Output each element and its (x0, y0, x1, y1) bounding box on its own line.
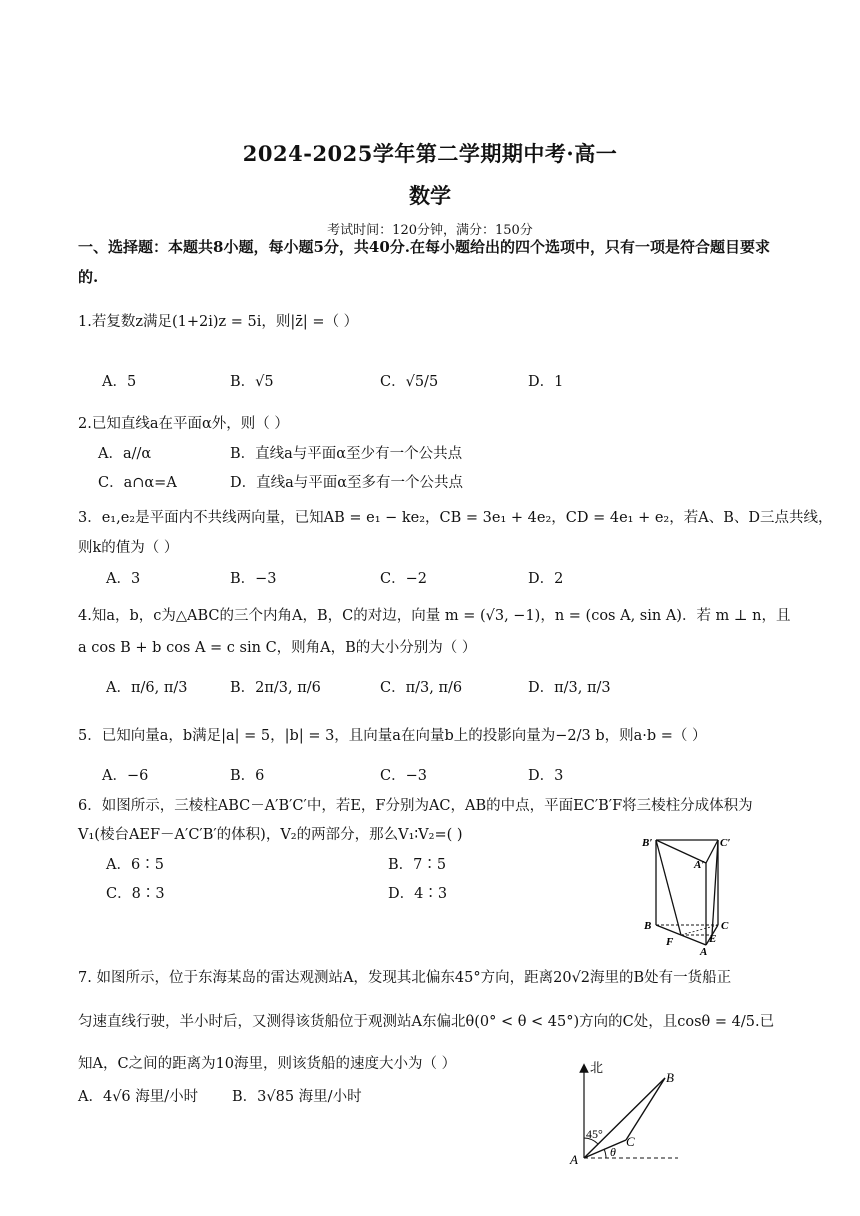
q2-option-a: A．a//α (98, 446, 152, 462)
prism-label-a-prime: A′ (694, 859, 705, 871)
q4-option-c: C．π/3, π/6 (380, 680, 463, 696)
question-7-stem-line3: 知A，C之间的距离为10海里，则该货船的速度大小为（ ） (78, 1056, 457, 1072)
q1-option-c: C．√5/5 (380, 374, 439, 390)
prism-label-a: A (700, 946, 708, 956)
prism-label-f: F (666, 936, 674, 948)
question-4-stem-line2: a cos B + b cos A = c sin C，则角A，B的大小分别为（ ） (78, 640, 477, 656)
q2-option-c: C．a∩α=A (98, 475, 177, 491)
q5-option-c: C．−3 (380, 768, 427, 784)
q4-option-d: D．π/3, π/3 (528, 680, 611, 696)
question-4-stem-line1: 4.知a，b，c为△ABC的三个内角A，B，C的对边，向量 m = (√3, −1)，n = (cos A, sin A)．若 m ⊥ n，且 (78, 608, 791, 624)
q5-option-a: A．−6 (102, 768, 149, 784)
question-6-stem-line2: V₁(棱台AEF－A′C′B′的体积)，V₂的两部分，那么V₁∶V₂=( ) (78, 827, 463, 843)
q3-option-c: C．−2 (380, 571, 427, 587)
q6-option-a: A．6∶5 (106, 857, 164, 873)
prism-figure (636, 830, 740, 956)
question-1-stem: 1.若复数z满足(1+2i)z = 5i，则|z̄| =（ ） (78, 314, 359, 330)
q1-option-b: B．√5 (230, 374, 274, 390)
prism-label-b-prime: B′ (642, 837, 653, 849)
question-7-stem-line1: 7. 如图所示，位于东海某岛的雷达观测站A，发现其北偏东45°方向，距离20√2海里的B处有一货船正 (78, 970, 732, 986)
q5-option-b: B．6 (230, 768, 265, 784)
q1-option-d: D．1 (528, 374, 564, 390)
bearing-label-45: 45° (586, 1127, 603, 1141)
q4-option-a: A．π/6, π/3 (106, 680, 188, 696)
q7-option-a: A．4√6 海里/小时 (78, 1089, 199, 1105)
q5-option-d: D．3 (528, 768, 564, 784)
q3-option-a: A．3 (106, 571, 141, 587)
q1-option-a: A．5 (102, 374, 137, 390)
bearing-figure (560, 1056, 688, 1180)
q3-option-d: D．2 (528, 571, 564, 587)
q3-option-b: B．−3 (230, 571, 277, 587)
bearing-label-a: A (570, 1152, 578, 1167)
q4-option-b: B．2π/3, π/6 (230, 680, 321, 696)
question-2-stem: 2.已知直线a在平面α外，则（ ） (78, 416, 289, 432)
q6-option-d: D．4∶3 (388, 886, 448, 902)
question-3-stem-line2: 则k的值为（ ） (78, 540, 179, 556)
prism-label-c-prime: C′ (720, 837, 731, 849)
bearing-label-north: 北 (590, 1060, 604, 1075)
exam-title: 2024-2025学年第二学期期中考·高一 (242, 141, 618, 166)
question-5-stem: 5．已知向量a，b满足|a| = 5，|b| = 3，且向量a在向量b上的投影向量为−2/3 b，则a·b =（ ） (78, 728, 707, 744)
q2-option-b: B．直线a与平面α至少有一个公共点 (230, 446, 463, 462)
section-heading: 一、选择题：本题共8小题，每小题5分，共40分.在每小题给出的四个选项中，只有一项是符合题目要求的. (78, 238, 770, 286)
question-7-stem-line2: 匀速直线行驶，半小时后，又测得该货船位于观测站A东偏北θ(0° < θ < 45°)方向的C处，且cosθ = 4/5.已 (78, 1014, 775, 1030)
prism-label-c: C (721, 920, 729, 932)
question-3-stem-line1: 3．e₁,e₂是平面内不共线两向量，已知AB = e₁ − ke₂，CB = 3e₁ + 4e₂，CD = 4e₁ + e₂，若A、B、D三点共线， (78, 510, 833, 526)
bearing-label-theta: θ (610, 1145, 616, 1159)
exam-info: 考试时间：120分钟，满分：150分 (327, 223, 533, 238)
q6-option-b: B．7∶5 (388, 857, 447, 873)
subject-title: 数学 (409, 183, 451, 208)
q2-option-d: D．直线a与平面α至多有一个公共点 (230, 475, 464, 491)
prism-label-b: B (644, 920, 652, 932)
question-6-stem-line1: 6．如图所示，三棱柱ABC－A′B′C′中，若E，F分别为AC，AB的中点，平面EC′B′F将三棱柱分成体积为 (78, 798, 753, 814)
bearing-label-c: C (626, 1134, 635, 1149)
bearing-label-b: B (666, 1070, 674, 1085)
q6-option-c: C．8∶3 (106, 886, 165, 902)
q7-option-b: B．3√85 海里/小时 (232, 1089, 362, 1105)
prism-label-e: E (709, 933, 717, 945)
